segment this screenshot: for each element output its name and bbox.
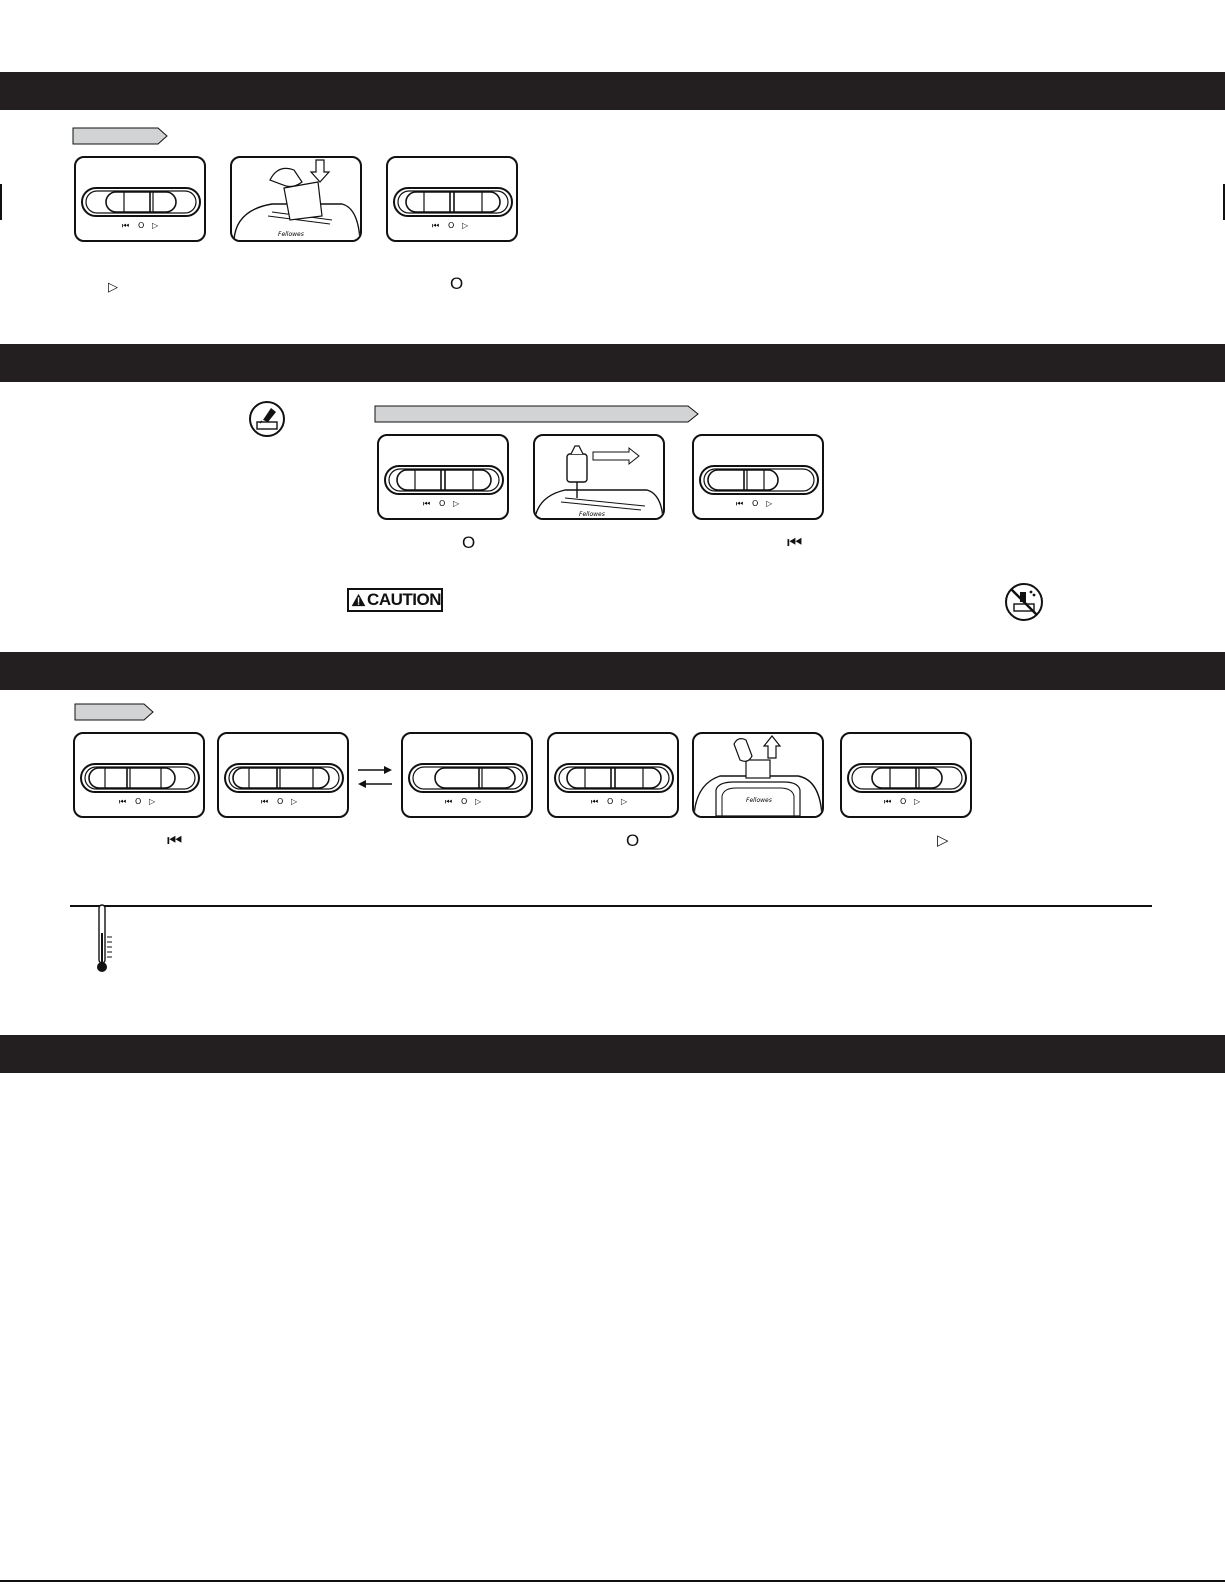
svg-text:O: O (607, 797, 614, 806)
rocker-switch-icon (842, 734, 970, 816)
rocker-switch-icon (694, 436, 822, 518)
hand-inserting-paper-icon (232, 158, 360, 240)
switch-panel-reverse (692, 434, 824, 520)
svg-text:▷: ▷ (621, 797, 628, 806)
svg-text:⏮: ⏮ (122, 221, 130, 230)
switch-panel-off (547, 732, 679, 818)
rocker-switch-icon (403, 734, 531, 816)
rocker-switch-icon (388, 158, 516, 240)
svg-text:⏮: ⏮ (423, 499, 431, 508)
caption-reverse-symbol: ⏮ (787, 533, 803, 552)
rocker-switch-icon (379, 436, 507, 518)
section-header-bar-2 (0, 344, 1225, 382)
no-aerosol-icon (1004, 582, 1044, 622)
hand-removing-paper-icon (694, 734, 822, 816)
svg-text:▷: ▷ (291, 797, 298, 806)
section-divider-rule (70, 905, 1152, 907)
svg-text:⏮: ⏮ (591, 797, 599, 806)
caution-text: CAUTION (367, 590, 441, 609)
svg-text:O: O (461, 797, 468, 806)
oil-bottle-icon (535, 436, 663, 518)
svg-text:▷: ▷ (914, 797, 921, 806)
caption-off-symbol: O (462, 533, 476, 552)
switch-panel-reverse-2 (401, 732, 533, 818)
thermometer-icon (94, 903, 116, 975)
illustration-remove-paper (692, 732, 824, 818)
svg-text:▷: ▷ (462, 221, 469, 230)
step-arrow-tag-1 (72, 127, 168, 145)
switch-panel-reverse (73, 732, 205, 818)
svg-text:O: O (135, 797, 142, 806)
section-header-bar-4 (0, 1035, 1225, 1073)
rocker-switch-icon (549, 734, 677, 816)
svg-text:⏮: ⏮ (884, 797, 892, 806)
caption-auto-symbol: ▷ (937, 832, 949, 849)
rocker-switch-icon (75, 734, 203, 816)
svg-text:▷: ▷ (475, 797, 482, 806)
svg-text:Fellowes: Fellowes (746, 797, 772, 804)
caption-off-symbol: O (450, 274, 464, 293)
section-header-bar-1 (0, 72, 1225, 110)
svg-text:⏮: ⏮ (261, 797, 269, 806)
svg-text:⏮: ⏮ (445, 797, 453, 806)
switch-panel-off (386, 156, 518, 242)
step-arrow-tag-3 (74, 703, 154, 721)
illustration-apply-oil (533, 434, 665, 520)
oil-maintenance-icon (248, 400, 286, 438)
svg-text:O: O (900, 797, 907, 806)
illustration-insert-paper (230, 156, 362, 242)
svg-text:⏮: ⏮ (119, 797, 127, 806)
section-header-bar-3 (0, 652, 1225, 690)
switch-panel-auto (74, 156, 206, 242)
svg-text:⏮: ⏮ (432, 221, 440, 230)
caption-auto-symbol: ▷ (108, 279, 118, 294)
toggle-back-forth-arrows-icon (356, 762, 394, 792)
svg-text:O: O (439, 499, 446, 508)
svg-text:O: O (138, 221, 145, 230)
svg-text:⏮: ⏮ (736, 499, 744, 508)
crop-mark-left (0, 184, 2, 220)
rocker-switch-icon (76, 158, 204, 240)
svg-text:Fellowes: Fellowes (579, 511, 605, 518)
step-arrow-tag-2 (374, 405, 700, 423)
switch-panel-auto-2 (840, 732, 972, 818)
page-bottom-rule (0, 1580, 1225, 1582)
switch-panel-off (377, 434, 509, 520)
caption-reverse-symbol: ⏮ (167, 831, 183, 850)
svg-text:▷: ▷ (766, 499, 773, 508)
rocker-switch-icon (219, 734, 347, 816)
svg-text:O: O (277, 797, 284, 806)
svg-text:▷: ▷ (152, 221, 159, 230)
svg-text:▷: ▷ (453, 499, 460, 508)
caution-label (347, 588, 443, 612)
svg-text:O: O (448, 221, 455, 230)
switch-panel-auto (217, 732, 349, 818)
svg-text:▷: ▷ (149, 797, 156, 806)
caption-off-symbol: O (626, 831, 640, 850)
svg-text:Fellowes: Fellowes (278, 231, 304, 238)
svg-text:O: O (752, 499, 759, 508)
warning-triangle-icon (351, 590, 366, 610)
